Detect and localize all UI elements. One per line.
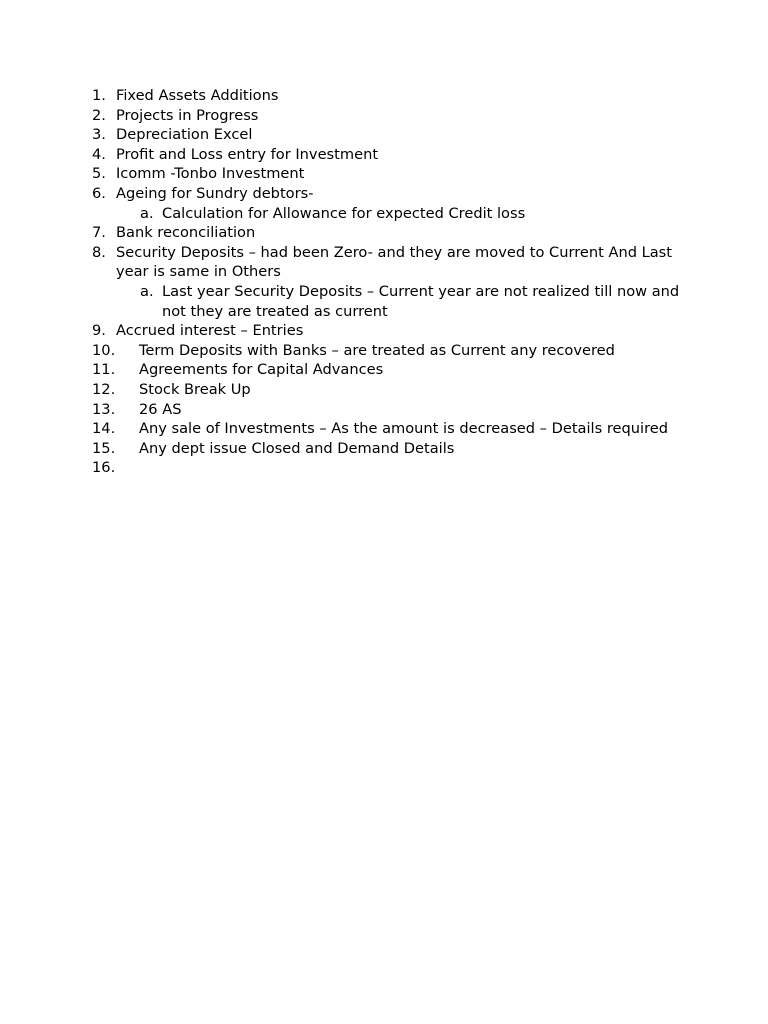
list-number: 13. — [92, 400, 116, 418]
list-number: 3. — [92, 126, 106, 144]
sub-list-letter: a. — [140, 204, 154, 222]
list-item — [92, 125, 692, 145]
list-text: Security Deposits – had been Zero- and they are moved to Current And Last year is same in Others — [116, 243, 672, 281]
list-item — [92, 419, 692, 439]
list-number: 10. — [92, 341, 116, 359]
sub-list-item — [92, 282, 692, 321]
list-item — [92, 243, 692, 282]
list-text: 26 AS — [139, 400, 182, 418]
list-number: 15. — [92, 439, 116, 457]
list-item — [92, 439, 692, 459]
list-text — [92, 458, 692, 478]
list-text: Icomm -Tonbo Investment — [116, 165, 305, 183]
list-number: 1. — [92, 87, 106, 104]
list-item — [92, 400, 692, 420]
sub-list-item — [92, 204, 692, 224]
list-text: Fixed Assets Additions — [116, 87, 279, 104]
list-item — [92, 380, 692, 400]
list-text: Stock Break Up — [139, 380, 251, 398]
list-number: 14. — [92, 420, 116, 438]
list-number: 8. — [92, 243, 106, 261]
list-number: 5. — [92, 165, 106, 183]
list-text: Ageing for Sundry debtors- — [116, 184, 314, 202]
list-text: Depreciation Excel — [116, 126, 253, 144]
list-text: Term Deposits with Banks – are treated as Current any recovered — [139, 341, 615, 359]
list-number: 12. — [92, 380, 116, 398]
sub-list-text: Calculation for Allowance for expected Credit loss — [162, 204, 526, 222]
list-item — [92, 341, 692, 361]
list-text: Any dept issue Closed and Demand Details — [139, 439, 455, 457]
list-number: 11. — [92, 361, 116, 379]
list-number: 16. — [92, 459, 116, 477]
list-item — [92, 86, 692, 106]
numbered-list — [92, 86, 692, 478]
list-item — [92, 321, 692, 341]
list-text: Profit and Loss entry for Investment — [116, 145, 379, 163]
list-number: 9. — [92, 322, 106, 340]
list-item — [92, 164, 692, 184]
list-item — [92, 223, 692, 243]
sub-list-letter: a. — [140, 282, 154, 300]
list-number: 7. — [92, 224, 106, 242]
list-text: Agreements for Capital Advances — [139, 361, 384, 379]
list-item — [92, 458, 692, 478]
list-text: Accrued interest – Entries — [116, 322, 304, 340]
list-number: 2. — [92, 106, 106, 124]
list-item — [92, 145, 692, 165]
list-text: Projects in Progress — [116, 106, 259, 124]
list-item — [92, 360, 692, 380]
list-text: Bank reconciliation — [116, 224, 256, 242]
sub-list-text: Last year Security Deposits – Current year are not realized till now and not they are treated as current — [162, 282, 680, 320]
list-item — [92, 184, 692, 204]
list-number: 4. — [92, 145, 106, 163]
list-item — [92, 106, 692, 126]
list-text: Any sale of Investments – As the amount is decreased – Details required — [139, 420, 668, 438]
list-number: 6. — [92, 184, 106, 202]
